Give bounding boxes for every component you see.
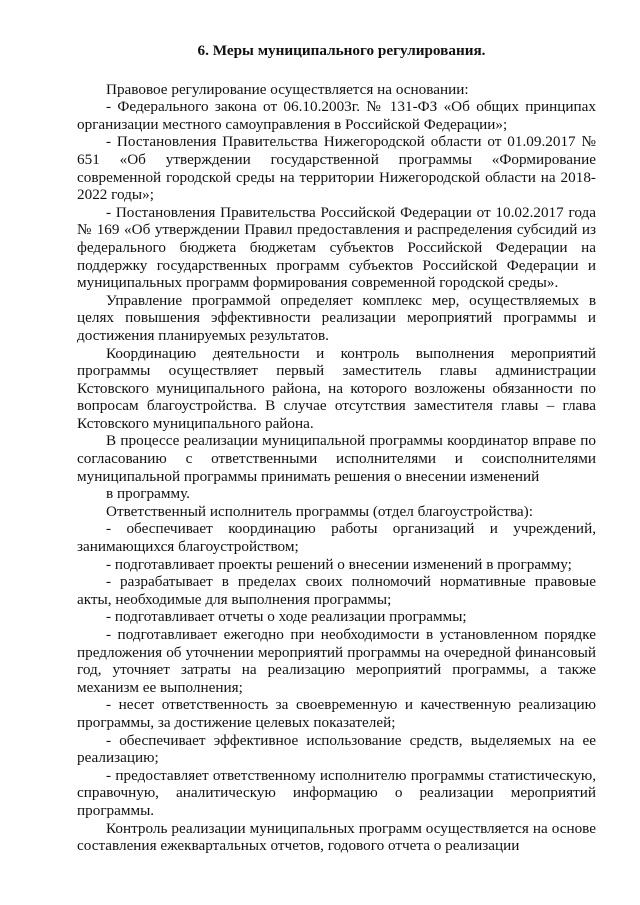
list-item: - подготавливает проекты решений о внесении изменений в программу;: [106, 555, 572, 573]
paragraph-legal-basis: Правовое регулирование осуществляется на основании:: [106, 80, 469, 98]
paragraph-regional-decree: - Постановления Правительства Нижегородской области от 01.09.2017 № 651 «Об утверждении государственной программы «Формирование современной городской среды на территории Нижегородской области на 2018-2022 годы»;: [77, 133, 596, 204]
paragraph-coordination: Координацию деятельности и контроль выполнения мероприятий программы осуществляет первый заместитель главы администрации Кстовского муниципального района, на которого возложены обязанности по вопросам благоустройства. В случае отсутствия заместителя главы – глава Кстовского муниципального района.: [77, 344, 596, 432]
list-item: - разрабатывает в пределах своих полномочий нормативные правовые акты, необходимые для выполнения программы;: [77, 573, 596, 608]
document-page: [77, 42, 596, 855]
list-item: - подготавливает отчеты о ходе реализации программы;: [106, 608, 467, 626]
paragraph-coordinator-rights-end: в программу.: [106, 485, 190, 503]
paragraph-responsible-executor: Ответственный исполнитель программы (отдел благоустройства):: [106, 502, 533, 520]
section-title: 6. Меры муниципального регулирования.: [197, 42, 486, 59]
list-item: - несет ответственность за своевременную и качественную реализацию программы, за достижение целевых показателей;: [77, 696, 596, 731]
paragraph-control: Контроль реализации муниципальных программ осуществляется на основе составления ежеквартальных отчетов, годового отчета о реализации: [77, 819, 596, 855]
list-item: - предоставляет ответственному исполнителю программы статистическую, справочную, аналитическую информацию о реализации мероприятий программы.: [77, 766, 596, 819]
paragraph-federal-decree: - Постановления Правительства Российской Федерации от 10.02.2017 года № 169 «Об утверждении Правил предоставления и распределения субсидий из федерального бюджета бюджетам субъектов Российской Федерации на поддержку государственных программ субъектов Российской Федерации и муниципальных программ формирования современной городской среды».: [77, 203, 596, 292]
paragraph-coordinator-rights: В процессе реализации муниципальной программы координатор вправе по согласованию с ответственными исполнителями и соисполнителями муниципальной программы принимать решения о внесении изменений: [77, 432, 596, 485]
paragraph-program-management: Управление программой определяет комплекс мер, осуществляемых в целях повышения эффективности реализации мероприятий программы и достижения планируемых результатов.: [77, 291, 596, 344]
list-item: - подготавливает ежегодно при необходимости в установленном порядке предложения об уточнении мероприятий программы на очередной финансовый год, уточняет затраты на реализацию мероприятий программы, а также механизм ее выполнения;: [77, 626, 596, 696]
list-item: - обеспечивает координацию работы организаций и учреждений, занимающихся благоустройством;: [77, 520, 596, 556]
list-item: - обеспечивает эффективное использование средств, выделяемых на ее реализацию;: [77, 731, 596, 767]
paragraph-federal-law: - Федерального закона от 06.10.2003г. № 131-ФЗ «Об общих принципах организации местного самоуправления в Российской Федерации»;: [77, 98, 596, 133]
